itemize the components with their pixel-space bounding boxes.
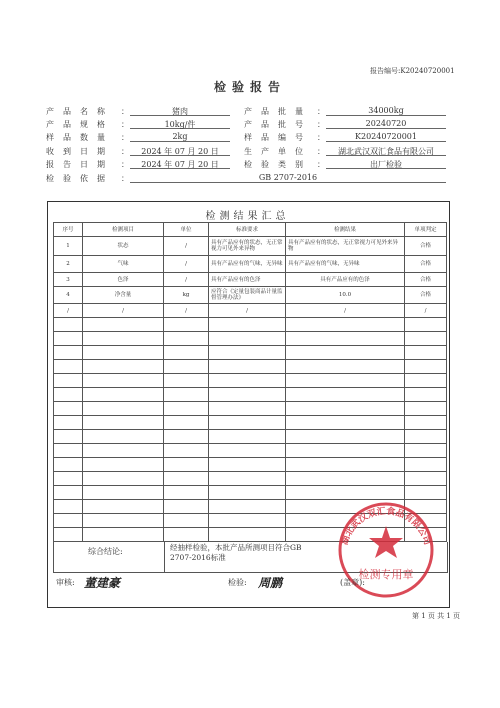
- empty-cell: [405, 374, 447, 388]
- cell-unit: /: [164, 237, 209, 256]
- report-number-value: K20240720001: [400, 67, 455, 75]
- cell-result: /: [286, 304, 405, 318]
- product-name-label: 产品名称: [46, 107, 114, 116]
- colon: ：: [317, 133, 325, 142]
- product-name-value: 猪肉: [172, 107, 188, 116]
- empty-cell: [286, 458, 405, 472]
- empty-cell: [405, 332, 447, 346]
- empty-cell: [54, 486, 83, 500]
- empty-cell: [286, 402, 405, 416]
- cell-no: 3: [54, 273, 83, 287]
- spec-label: 产品规格: [46, 120, 114, 129]
- empty-cell: [54, 374, 83, 388]
- empty-cell: [405, 444, 447, 458]
- empty-cell: [286, 388, 405, 402]
- empty-cell: [209, 486, 286, 500]
- page-number: 第 1 页 共 1 页: [412, 612, 461, 620]
- empty-cell: [164, 458, 209, 472]
- colon: ：: [121, 107, 129, 116]
- colon: ：: [121, 120, 129, 129]
- summary-title: 检测结果汇总: [205, 211, 290, 222]
- colon: ：: [121, 174, 129, 183]
- empty-cell: [405, 458, 447, 472]
- cell-requirement: 具有产品应有的色泽: [209, 273, 286, 287]
- empty-cell: [54, 402, 83, 416]
- empty-cell: [164, 318, 209, 332]
- cell-unit: kg: [164, 287, 209, 304]
- empty-cell: [83, 416, 164, 430]
- colon: ：: [317, 120, 325, 129]
- empty-cell: [209, 332, 286, 346]
- empty-cell: [164, 500, 209, 514]
- col-header-result: 检测结果: [286, 223, 405, 237]
- conclusion-label: 综合结论:: [88, 547, 123, 556]
- col-header-unit: 单位: [164, 223, 209, 237]
- cell-result: 具有产品应有的状态，无正常视力可见外来异物: [286, 237, 405, 256]
- empty-cell: [83, 500, 164, 514]
- empty-cell: [164, 360, 209, 374]
- table-row: [54, 237, 447, 256]
- empty-cell: [54, 458, 83, 472]
- report-number-label: 报告编号:: [370, 67, 401, 75]
- empty-cell: [83, 528, 164, 542]
- empty-cell: [209, 318, 286, 332]
- empty-cell: [83, 486, 164, 500]
- col-header-no: 序号: [54, 223, 83, 237]
- empty-cell: [54, 430, 83, 444]
- cell-requirement: /: [209, 304, 286, 318]
- empty-cell: [209, 444, 286, 458]
- table-row: [54, 256, 447, 273]
- received-date-label: 收到日期: [46, 147, 114, 156]
- col-header-requirement: 标准要求: [209, 223, 286, 237]
- empty-cell: [405, 346, 447, 360]
- table-row-empty: [54, 430, 447, 444]
- cell-verdict: 合格: [405, 287, 447, 304]
- empty-cell: [54, 360, 83, 374]
- empty-cell: [209, 346, 286, 360]
- table-row-empty: [54, 360, 447, 374]
- empty-cell: [286, 332, 405, 346]
- table-header-row: [54, 223, 447, 237]
- empty-cell: [286, 472, 405, 486]
- empty-cell: [405, 472, 447, 486]
- cell-no: 4: [54, 287, 83, 304]
- empty-cell: [83, 444, 164, 458]
- empty-cell: [54, 528, 83, 542]
- colon: ：: [121, 147, 129, 156]
- table-row-empty: [54, 416, 447, 430]
- sample-qty-value: 2kg: [172, 132, 188, 141]
- empty-cell: [164, 332, 209, 346]
- table-row-empty: [54, 388, 447, 402]
- table-row-empty: [54, 402, 447, 416]
- producer-label: 生产单位: [244, 147, 312, 156]
- empty-cell: [83, 514, 164, 528]
- empty-cell: [83, 430, 164, 444]
- cell-item: 色泽: [83, 273, 164, 287]
- colon: ：: [317, 107, 325, 116]
- empty-cell: [83, 332, 164, 346]
- report-date-value: 2024 年 07 月 20 日: [141, 160, 219, 169]
- empty-cell: [164, 346, 209, 360]
- empty-cell: [83, 388, 164, 402]
- empty-cell: [54, 472, 83, 486]
- cell-verdict: 合格: [405, 256, 447, 273]
- empty-cell: [405, 318, 447, 332]
- sample-no-value: K20240720001: [355, 132, 417, 141]
- cell-unit: /: [164, 304, 209, 318]
- empty-cell: [54, 346, 83, 360]
- table-row-empty: [54, 458, 447, 472]
- cell-item: 气味: [83, 256, 164, 273]
- test-type-value: 出厂检验: [370, 160, 402, 169]
- empty-cell: [164, 486, 209, 500]
- conclusion-text: 经抽样检验，本批产品所测项目符合GB 2707-2016标准: [170, 543, 302, 562]
- empty-cell: [209, 430, 286, 444]
- empty-cell: [164, 528, 209, 542]
- empty-cell: [54, 388, 83, 402]
- empty-cell: [209, 402, 286, 416]
- cell-item: 状态: [83, 237, 164, 256]
- empty-cell: [405, 388, 447, 402]
- seal-label: (盖章):: [340, 578, 365, 587]
- empty-cell: [164, 430, 209, 444]
- report-date-label: 报告日期: [46, 160, 114, 169]
- document-title: 检验报告: [213, 80, 286, 94]
- cell-requirement: 应符合《定量包装商品计量监督管理办法》: [209, 287, 286, 304]
- empty-cell: [54, 514, 83, 528]
- cell-no: 1: [54, 237, 83, 256]
- empty-cell: [286, 416, 405, 430]
- empty-cell: [54, 318, 83, 332]
- empty-cell: [405, 402, 447, 416]
- spec-value: 10kg/件: [164, 120, 196, 129]
- inspector-label: 检验:: [228, 578, 247, 587]
- cell-verdict: 合格: [405, 273, 447, 287]
- stamp-org-text: 湖北武汉双汇食品有限公司: [340, 506, 432, 547]
- basis-label: 检验依据: [46, 174, 114, 183]
- empty-cell: [286, 318, 405, 332]
- empty-cell: [164, 514, 209, 528]
- empty-cell: [54, 416, 83, 430]
- info-block: [0, 0, 500, 200]
- sample-no-label: 样品编号: [244, 133, 312, 142]
- empty-cell: [209, 458, 286, 472]
- col-header-verdict: 单项判定: [405, 223, 447, 237]
- batch-size-value: 34000kg: [368, 106, 404, 115]
- sample-qty-label: 样品数量: [46, 133, 114, 142]
- empty-cell: [83, 472, 164, 486]
- empty-cell: [54, 332, 83, 346]
- stamp-center-text: 检测专用章: [358, 568, 414, 581]
- colon: ：: [121, 160, 129, 169]
- empty-cell: [286, 374, 405, 388]
- cell-verdict: /: [405, 304, 447, 318]
- reviewer-label: 审核:: [56, 578, 75, 587]
- empty-cell: [164, 402, 209, 416]
- empty-cell: [83, 318, 164, 332]
- table-row-empty: [54, 332, 447, 346]
- divider: [164, 542, 165, 572]
- colon: ：: [317, 160, 325, 169]
- empty-cell: [209, 388, 286, 402]
- batch-size-label: 产品批量: [244, 107, 312, 116]
- empty-cell: [164, 444, 209, 458]
- empty-cell: [405, 416, 447, 430]
- producer-value: 湖北武汉双汇食品有限公司: [338, 147, 434, 156]
- table-row: [54, 304, 447, 318]
- empty-cell: [286, 444, 405, 458]
- table-row-empty: [54, 472, 447, 486]
- empty-cell: [209, 514, 286, 528]
- empty-cell: [54, 500, 83, 514]
- colon: ：: [121, 133, 129, 142]
- empty-cell: [164, 416, 209, 430]
- empty-cell: [209, 528, 286, 542]
- empty-cell: [83, 458, 164, 472]
- star-icon: [369, 526, 403, 558]
- cell-item: /: [83, 304, 164, 318]
- table-row-empty: [54, 444, 447, 458]
- cell-requirement: 具有产品应有的状态，无正常视力可见外来异物: [209, 237, 286, 256]
- table-row-empty: [54, 374, 447, 388]
- empty-cell: [54, 444, 83, 458]
- cell-verdict: 合格: [405, 237, 447, 256]
- basis-value: GB 2707-2016: [258, 173, 318, 182]
- cell-requirement: 具有产品应有的气味，无异味: [209, 256, 286, 273]
- table-row-empty: [54, 346, 447, 360]
- reviewer-signature: 董建豪: [84, 576, 121, 590]
- batch-no-label: 产品批号: [244, 120, 312, 129]
- empty-cell: [83, 374, 164, 388]
- empty-cell: [209, 472, 286, 486]
- empty-cell: [209, 374, 286, 388]
- table-row-empty: [54, 318, 447, 332]
- empty-cell: [286, 360, 405, 374]
- cell-item: 净含量: [83, 287, 164, 304]
- cell-unit: /: [164, 256, 209, 273]
- cell-result: 具有产品应有的色泽: [286, 273, 405, 287]
- empty-cell: [405, 360, 447, 374]
- colon: ：: [317, 147, 325, 156]
- received-date-value: 2024 年 07 月 20 日: [141, 147, 219, 156]
- empty-cell: [164, 472, 209, 486]
- col-header-item: 检测项目: [83, 223, 164, 237]
- empty-cell: [209, 360, 286, 374]
- cell-unit: /: [164, 273, 209, 287]
- table-row: [54, 273, 447, 287]
- empty-cell: [83, 402, 164, 416]
- empty-cell: [286, 346, 405, 360]
- empty-cell: [83, 346, 164, 360]
- cell-result: 10.0: [286, 287, 405, 304]
- empty-cell: [164, 374, 209, 388]
- empty-cell: [209, 416, 286, 430]
- table-row: [54, 287, 447, 304]
- cell-no: 2: [54, 256, 83, 273]
- empty-cell: [83, 360, 164, 374]
- inspector-signature: 周鹏: [258, 576, 283, 590]
- test-type-label: 检验类别: [244, 160, 312, 169]
- empty-cell: [286, 430, 405, 444]
- empty-cell: [209, 500, 286, 514]
- cell-no: /: [54, 304, 83, 318]
- empty-cell: [405, 430, 447, 444]
- cell-result: 具有产品应有的气味，无异味: [286, 256, 405, 273]
- empty-cell: [164, 388, 209, 402]
- batch-no-value: 20240720: [365, 119, 407, 128]
